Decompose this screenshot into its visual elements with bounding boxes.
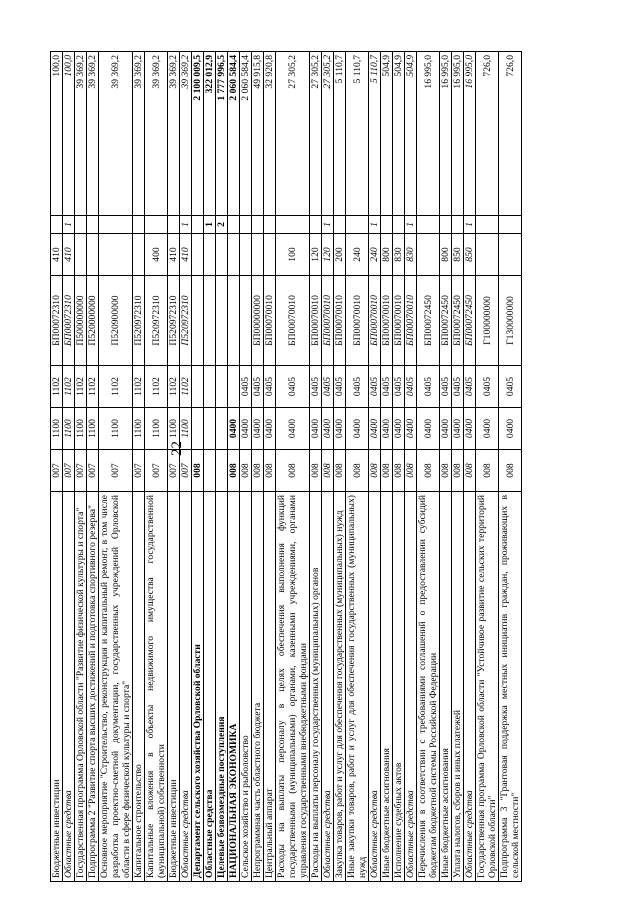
table-row (276, 52, 310, 882)
row-name: Расходы на выплаты персоналу в целях обеспечения выполнения функций государственными (муниципальными) органами, казенными учреждениями, органами управления государственными внебюджетными фондами (276, 492, 310, 882)
target-article-code: БП00070010 (310, 276, 322, 366)
expense-type-code (240, 234, 252, 276)
section-code: 1100 (133, 408, 145, 450)
ved-code (204, 450, 216, 492)
source-mark (334, 216, 346, 234)
amount: 39 369,2 (180, 52, 192, 216)
source-mark: 1 (204, 216, 216, 234)
row-name: Подпрограмма 2 "Развитие спорта высших достижений и подготовка спортивного резерва" (87, 492, 99, 882)
section-code: 1100 (63, 408, 75, 450)
budget-table (50, 51, 522, 882)
target-article-code: БП00070010 (346, 276, 369, 366)
source-mark (168, 216, 180, 234)
ved-code: 007 (63, 450, 75, 492)
amount: 504,9 (381, 52, 393, 216)
section-code: 0400 (452, 408, 464, 450)
source-mark (145, 216, 168, 234)
target-article-code: БП00072310 (63, 276, 75, 366)
expense-type-code (252, 234, 264, 276)
expense-type-code: 830 (405, 234, 417, 276)
table-row (99, 52, 133, 882)
section-code: 0400 (499, 408, 522, 450)
target-article-code: П520972310 (145, 276, 168, 366)
source-mark (417, 216, 440, 234)
amount: 39 369,2 (145, 52, 168, 216)
ved-code: 008 (499, 450, 522, 492)
row-name: Областные средства (464, 492, 476, 882)
target-article-code (228, 276, 240, 366)
table-row (87, 52, 99, 882)
amount: 5 110,7 (346, 52, 369, 216)
section-code: 1100 (145, 408, 168, 450)
table-row (417, 52, 440, 882)
ved-code: 007 (87, 450, 99, 492)
budget-table-body (51, 52, 522, 882)
source-mark (310, 216, 322, 234)
table-row (63, 52, 75, 882)
table-row (264, 52, 276, 882)
expense-type-code (499, 234, 522, 276)
expense-type-code: 240 (346, 234, 369, 276)
row-name: Иные закупки товаров, работ и услуг для обеспечения государственных (муниципальных) нужд (346, 492, 369, 882)
source-mark (99, 216, 133, 234)
ved-code: 007 (180, 450, 192, 492)
subsection-code (216, 366, 228, 408)
subsection-code: 0405 (322, 366, 334, 408)
amount: 39 369,2 (133, 52, 145, 216)
section-code: 0400 (322, 408, 334, 450)
expense-type-code (204, 234, 216, 276)
target-article-code (240, 276, 252, 366)
target-article-code: П520972310 (180, 276, 192, 366)
ved-code: 007 (168, 450, 180, 492)
table-row (346, 52, 369, 882)
expense-type-code: 850 (452, 234, 464, 276)
ved-code: 007 (99, 450, 133, 492)
target-article-code: Г100000000 (476, 276, 499, 366)
row-name: Сельское хозяйство и рыболовство (240, 492, 252, 882)
section-code: 1100 (180, 408, 192, 450)
subsection-code: 0405 (264, 366, 276, 408)
amount: 5 110,7 (334, 52, 346, 216)
section-code: 0400 (228, 408, 240, 450)
subsection-code: 0405 (393, 366, 405, 408)
amount: 504,9 (393, 52, 405, 216)
row-name: Исполнение судебных актов (393, 492, 405, 882)
target-article-code: БП00072450 (452, 276, 464, 366)
table-row (252, 52, 264, 882)
target-article-code: БП00000000 (252, 276, 264, 366)
table-row (499, 52, 522, 882)
subsection-code: 1102 (180, 366, 192, 408)
ved-code: 008 (192, 450, 204, 492)
row-name: Подпрограмма 3 "Грантовая поддержка местных инициатив граждан, проживающих в сельской местности" (499, 492, 522, 882)
table-row (180, 52, 192, 882)
expense-type-code: 120 (310, 234, 322, 276)
section-code: 0400 (276, 408, 310, 450)
expense-type-code: 120 (322, 234, 334, 276)
source-mark (276, 216, 310, 234)
row-name: Капитальное строительство (133, 492, 145, 882)
source-mark: 1 (322, 216, 334, 234)
row-name: Государственная программа Орловской области "Устойчивое развитие сельских территорий Орловской области" (476, 492, 499, 882)
subsection-code: 0405 (369, 366, 381, 408)
amount: 726,0 (476, 52, 499, 216)
ved-code: 008 (310, 450, 322, 492)
section-code: 0400 (464, 408, 476, 450)
expense-type-code: 410 (63, 234, 75, 276)
expense-type-code (476, 234, 499, 276)
section-code: 0400 (346, 408, 369, 450)
subsection-code: 1102 (168, 366, 180, 408)
row-name: НАЦИОНАЛЬНАЯ ЭКОНОМИКА (228, 492, 240, 882)
ved-code: 008 (334, 450, 346, 492)
source-mark: 2 (216, 216, 228, 234)
subsection-code: 1102 (133, 366, 145, 408)
amount: 504,9 (405, 52, 417, 216)
amount: 322 012,9 (204, 52, 216, 216)
row-name: Областные средства (405, 492, 417, 882)
source-mark (75, 216, 87, 234)
table-row (145, 52, 168, 882)
expense-type-code (228, 234, 240, 276)
subsection-code: 1102 (63, 366, 75, 408)
source-mark (346, 216, 369, 234)
row-name: Центральный аппарат (264, 492, 276, 882)
source-mark: 1 (405, 216, 417, 234)
row-name: Капитальные вложения в объекты недвижимого имущества государственной (муниципальной) собственности (145, 492, 168, 882)
section-code: 0400 (264, 408, 276, 450)
section-code: 0400 (405, 408, 417, 450)
amount: 27 305,2 (310, 52, 322, 216)
row-name: Закупка товаров, работ и услуг для обеспечения государственных (муниципальных) нужд (334, 492, 346, 882)
source-mark (381, 216, 393, 234)
row-name: Перечисления в соответствии с требованиями соглашений о предоставлении субсидий бюджетам бюджетной системы Российской Федерации (417, 492, 440, 882)
subsection-code: 0405 (417, 366, 440, 408)
ved-code: 007 (145, 450, 168, 492)
target-article-code: П520000000 (87, 276, 99, 366)
target-article-code: БП00070010 (334, 276, 346, 366)
subsection-code (204, 366, 216, 408)
section-code: 0400 (417, 408, 440, 450)
ved-code: 008 (452, 450, 464, 492)
table-row (75, 52, 87, 882)
subsection-code: 0405 (346, 366, 369, 408)
expense-type-code (216, 234, 228, 276)
table-row (228, 52, 240, 882)
amount: 2 100 009,5 (192, 52, 204, 216)
target-article-code: БП00070010 (322, 276, 334, 366)
subsection-code: 0405 (381, 366, 393, 408)
section-code: 1100 (51, 408, 63, 450)
table-row (452, 52, 464, 882)
amount: 16 995,0 (452, 52, 464, 216)
ved-code: 008 (464, 450, 476, 492)
row-name: Бюджетные инвестиции (168, 492, 180, 882)
expense-type-code: 800 (381, 234, 393, 276)
target-article-code: БП00070010 (369, 276, 381, 366)
subsection-code: 1102 (145, 366, 168, 408)
expense-type-code: 830 (393, 234, 405, 276)
table-row (440, 52, 452, 882)
source-mark (452, 216, 464, 234)
table-row (51, 52, 63, 882)
section-code: 0400 (476, 408, 499, 450)
target-article-code: БП00070010 (264, 276, 276, 366)
subsection-code: 0405 (405, 366, 417, 408)
target-article-code: П520972310 (133, 276, 145, 366)
expense-type-code: 240 (369, 234, 381, 276)
table-row (464, 52, 476, 882)
amount: 16 995,0 (464, 52, 476, 216)
target-article-code: БП00072310 (51, 276, 63, 366)
ved-code: 008 (381, 450, 393, 492)
section-code: 0400 (310, 408, 322, 450)
expense-type-code (87, 234, 99, 276)
ved-code: 007 (133, 450, 145, 492)
source-mark (252, 216, 264, 234)
subsection-code: 0405 (452, 366, 464, 408)
row-name: Иные бюджетные ассигнования (440, 492, 452, 882)
source-mark: 1 (464, 216, 476, 234)
ved-code: 008 (369, 450, 381, 492)
amount: 5 110,7 (369, 52, 381, 216)
row-name: Областные средства (369, 492, 381, 882)
subsection-code: 0405 (276, 366, 310, 408)
table-row (168, 52, 180, 882)
source-mark (192, 216, 204, 234)
ved-code: 007 (75, 450, 87, 492)
subsection-code: 0405 (240, 366, 252, 408)
amount: 39 369,2 (168, 52, 180, 216)
target-article-code (192, 276, 204, 366)
target-article-code: БП00070010 (381, 276, 393, 366)
expense-type-code (99, 234, 133, 276)
source-mark (87, 216, 99, 234)
row-name: Непрограммная часть областного бюджета (252, 492, 264, 882)
row-name: Областные средства (180, 492, 192, 882)
amount: 16 995,0 (440, 52, 452, 216)
amount: 27 305,2 (322, 52, 334, 216)
target-article-code: П500000000 (75, 276, 87, 366)
table-row (405, 52, 417, 882)
target-article-code: БП00072450 (440, 276, 452, 366)
ved-code: 008 (240, 450, 252, 492)
subsection-code: 0405 (310, 366, 322, 408)
row-name: Областные средства (63, 492, 75, 882)
row-name: Расходы на выплаты персоналу государственных (муниципальных) органов (310, 492, 322, 882)
source-mark (440, 216, 452, 234)
ved-code: 008 (405, 450, 417, 492)
row-name: Областные средства (204, 492, 216, 882)
row-name: Иные бюджетные ассигнования (381, 492, 393, 882)
expense-type-code: 410 (180, 234, 192, 276)
table-row (310, 52, 322, 882)
table-row (204, 52, 216, 882)
table-row (369, 52, 381, 882)
source-mark (499, 216, 522, 234)
row-name: Уплата налогов, сборов и иных платежей (452, 492, 464, 882)
target-article-code: БП00070010 (276, 276, 310, 366)
expense-type-code: 800 (440, 234, 452, 276)
amount: 2 060 584,4 (228, 52, 240, 216)
amount: 100,0 (51, 52, 63, 216)
target-article-code (204, 276, 216, 366)
table-row (240, 52, 252, 882)
ved-code: 008 (252, 450, 264, 492)
target-article-code: БП00070010 (405, 276, 417, 366)
section-code: 1100 (168, 408, 180, 450)
target-article-code: П520972310 (168, 276, 180, 366)
table-row (334, 52, 346, 882)
amount: 32 920,8 (264, 52, 276, 216)
target-article-code: Г130000000 (499, 276, 522, 366)
section-code: 0400 (440, 408, 452, 450)
source-mark (264, 216, 276, 234)
ved-code: 007 (51, 450, 63, 492)
source-mark (133, 216, 145, 234)
rotated-table-container (50, 52, 600, 882)
expense-type-code: 410 (51, 234, 63, 276)
subsection-code: 0405 (476, 366, 499, 408)
ved-code: 008 (322, 450, 334, 492)
expense-type-code: 410 (168, 234, 180, 276)
amount: 49 915,8 (252, 52, 264, 216)
subsection-code: 1102 (99, 366, 133, 408)
table-row (192, 52, 204, 882)
amount: 2 060 584,4 (240, 52, 252, 216)
expense-type-code (75, 234, 87, 276)
source-mark (393, 216, 405, 234)
table-row (216, 52, 228, 882)
expense-type-code (417, 234, 440, 276)
target-article-code (216, 276, 228, 366)
ved-code (216, 450, 228, 492)
section-code: 1100 (87, 408, 99, 450)
row-name: Государственная программа Орловской области "Развитие физической культуры и спорта" (75, 492, 87, 882)
expense-type-code (192, 234, 204, 276)
expense-type-code: 850 (464, 234, 476, 276)
section-code (204, 408, 216, 450)
subsection-code: 0405 (252, 366, 264, 408)
amount: 39 369,2 (99, 52, 133, 216)
ved-code: 008 (476, 450, 499, 492)
section-code: 0400 (252, 408, 264, 450)
target-article-code: П520900000 (99, 276, 133, 366)
table-row (476, 52, 499, 882)
section-code: 0400 (381, 408, 393, 450)
section-code: 0400 (369, 408, 381, 450)
subsection-code (192, 366, 204, 408)
table-row (393, 52, 405, 882)
section-code (192, 408, 204, 450)
subsection-code: 0405 (334, 366, 346, 408)
table-row (381, 52, 393, 882)
amount: 100,0 (63, 52, 75, 216)
subsection-code: 0405 (464, 366, 476, 408)
ved-code: 008 (228, 450, 240, 492)
target-article-code: БП00070010 (393, 276, 405, 366)
section-code: 1100 (75, 408, 87, 450)
source-mark (228, 216, 240, 234)
row-name: Целевые безвозмездные поступления (216, 492, 228, 882)
subsection-code: 0405 (499, 366, 522, 408)
source-mark (240, 216, 252, 234)
table-row (322, 52, 334, 882)
subsection-code: 0405 (440, 366, 452, 408)
section-code: 0400 (334, 408, 346, 450)
expense-type-code (133, 234, 145, 276)
expense-type-code (264, 234, 276, 276)
section-code (216, 408, 228, 450)
row-name: Областные средства (322, 492, 334, 882)
expense-type-code: 100 (276, 234, 310, 276)
subsection-code: 1102 (87, 366, 99, 408)
ved-code: 008 (393, 450, 405, 492)
source-mark: 1 (180, 216, 192, 234)
ved-code: 008 (276, 450, 310, 492)
ved-code: 008 (440, 450, 452, 492)
subsection-code: 1102 (51, 366, 63, 408)
amount: 16 995,0 (417, 52, 440, 216)
row-name: Бюджетные инвестиции (51, 492, 63, 882)
section-code: 1100 (99, 408, 133, 450)
target-article-code: БП00072450 (417, 276, 440, 366)
amount: 726,0 (499, 52, 522, 216)
source-mark (476, 216, 499, 234)
amount: 27 305,2 (276, 52, 310, 216)
table-row (133, 52, 145, 882)
row-name: Департамент сельского хозяйства Орловской области (192, 492, 204, 882)
expense-type-code: 400 (145, 234, 168, 276)
section-code: 0400 (240, 408, 252, 450)
subsection-code: 1102 (75, 366, 87, 408)
amount: 39 369,2 (75, 52, 87, 216)
ved-code: 008 (346, 450, 369, 492)
section-code: 0400 (393, 408, 405, 450)
expense-type-code: 200 (334, 234, 346, 276)
source-mark: 1 (369, 216, 381, 234)
source-mark (51, 216, 63, 234)
subsection-code (228, 366, 240, 408)
row-name: Основное мероприятие "Строительство, реконструкция и капитальный ремонт, в том числе разработка проектно-сметной документации, государственных учреждений Орловской области в сфере физической культуры и спорта" (99, 492, 133, 882)
amount: 1 777 996,5 (216, 52, 228, 216)
amount: 39 369,2 (87, 52, 99, 216)
page-number: 22 (169, 441, 185, 456)
source-mark: 1 (63, 216, 75, 234)
target-article-code: БП00072450 (464, 276, 476, 366)
ved-code: 008 (264, 450, 276, 492)
ved-code: 008 (417, 450, 440, 492)
